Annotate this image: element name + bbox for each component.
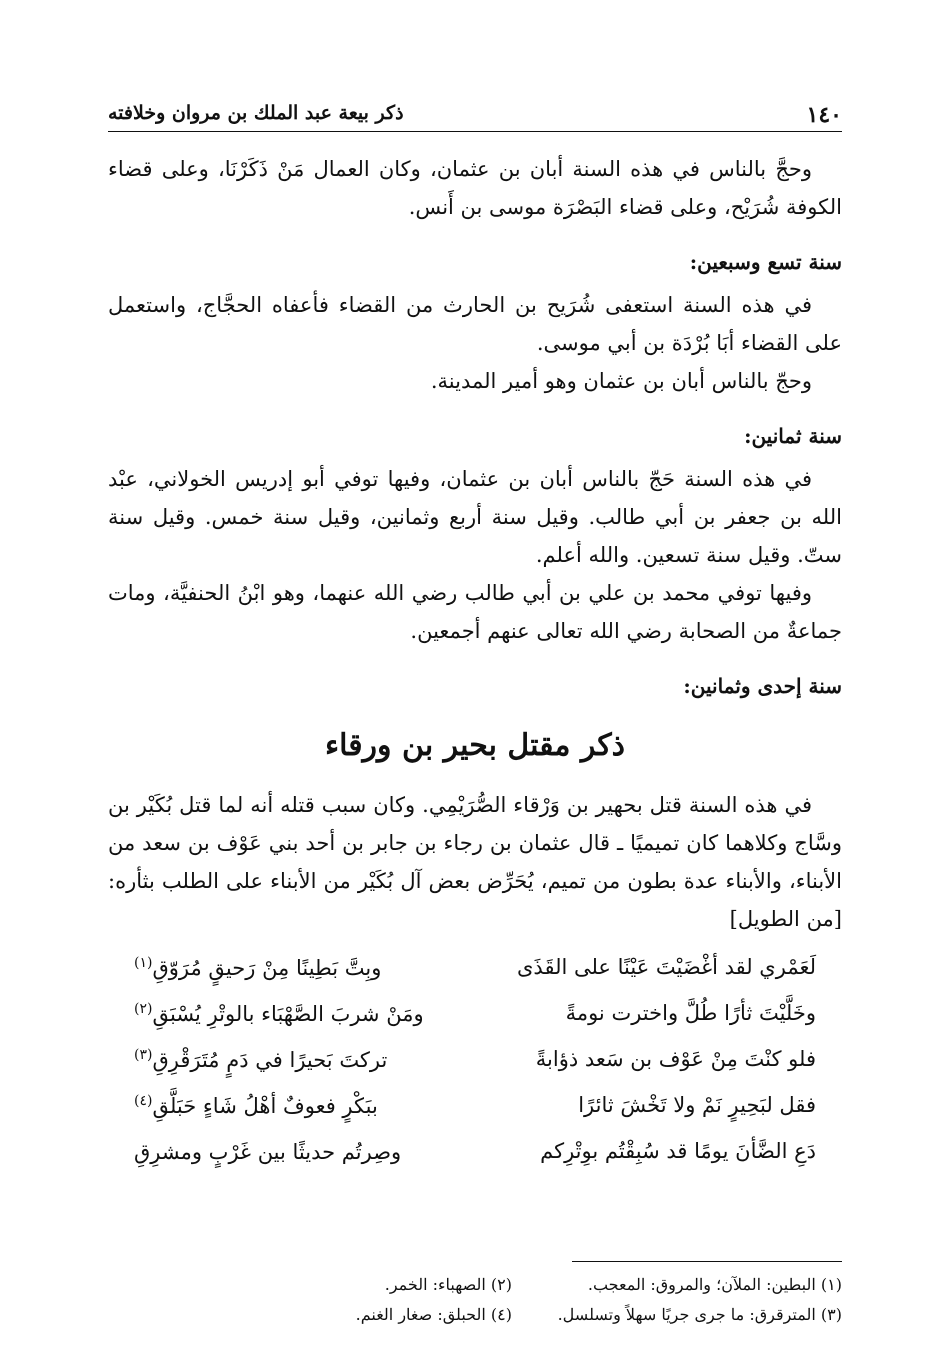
verse-second-text: تركتَ بَحيرًا في دَمٍ مُتَرَقْرِقِ [152, 1047, 388, 1072]
paragraph-year-80-b: وفيها توفي محمد بن علي بن أبي طالب رضي الله عنهما، وهو ابْنُ الحنفيَّة، ومات جماعةٌ من الصحابة رضي الله تعالى عنهم أجمعين. [108, 581, 842, 643]
verse-second-hemistich [108, 955, 464, 980]
poem-verse [108, 944, 842, 990]
verse-second-text: ببَكْرٍ فعوفٌ أهْلُ شَاءٍ حَبَلَّقِ [152, 1093, 378, 1118]
paragraph-year-80-a: في هذه السنة حَجّ بالناس أبان بن عثمان، وفيها توفي أبو إدريس الخولاني، عبْد الله بن جعفر بن أبي طالب. وقيل سنة أربع وثمانين، وقيل سنة خمس. وقيل سنة ستّ. وقيل سنة تسعين. والله أعلم. [108, 467, 842, 567]
main-text [108, 150, 842, 1174]
verse-second-hemistich [108, 1047, 464, 1072]
page-number: ١٤٠ [806, 102, 842, 128]
heading-year-79: سنة تسع وسبعين: [689, 250, 842, 274]
footnote-ref: (١) [134, 954, 153, 971]
paragraph-hajj-78: وحجَّ بالناس في هذه السنة أبان بن عثمان، وكان العمال مَنْ ذَكَرْنَا، وعلى قضاء الكوفة شُرَيْح، وعلى قضاء البَصْرَة موسى بن أَنس. [108, 157, 842, 219]
running-title: ذكر بيعة عبد الملك بن مروان وخلافته [108, 102, 404, 124]
heading-year-80: سنة ثمانين: [744, 424, 842, 448]
paragraph-year-79-b: وحجّ بالناس أبان بن عثمان وهو أمير المدينة. [430, 369, 812, 393]
footnote-ref: (٣) [134, 1046, 153, 1063]
verse-first-hemistich: فلو كنْتَ مِنْ عَوْف بن سَعد ذؤابةً [535, 1047, 816, 1071]
verse-first-hemistich: فقل لبَحِيرٍ نَمْ ولا تَخْشَ ثائرًا [578, 1093, 816, 1117]
header-rule [108, 131, 842, 132]
verse-second-hemistich [108, 1001, 464, 1026]
verse-second-text: وصِرتُم حديثًا بين غَرْبٍ ومشرِقِ [134, 1139, 402, 1164]
paragraph-bahir-intro: في هذه السنة قتل بحهير بن وَرْقاء الصُّرَيْمِي. وكان سبب قتله أنه لما قتل بُكَيْر بن وسَّاج وكلاهما كان تميميًا ـ قال عثمان بن رجاء بن جابر بن أحد بني عَوْف بن سعد من الأبناء، والأبناء عدة بطون من تميم، يُحَرِّض بعض آل بُكَيْر من الأبناء على الطلب بثأره: [من الطويل] [108, 793, 842, 931]
footnote-row [108, 1300, 842, 1330]
poem-verse [108, 990, 842, 1036]
footnote-row [108, 1270, 842, 1300]
verse-second-hemistich [108, 1093, 464, 1118]
poem-verse [108, 1128, 842, 1174]
poem-verse [108, 1036, 842, 1082]
heading-year-81: سنة إحدى وثمانين: [683, 674, 842, 698]
verse-first-hemistich: وخَلَّيْتَ ثأرًا طُلَّ واخترت نومةً [565, 1001, 816, 1025]
poem [108, 944, 842, 1174]
footnote-2: (٢) الصهباء: الخمر. [384, 1275, 512, 1294]
verse-second-hemistich [108, 1139, 464, 1164]
verse-second-text: ومَنْ شربَ الصَّهْبَاء بالوتْرِ يُسْبَقِ [152, 1001, 424, 1026]
paragraph-year-79-a: في هذه السنة استعفى شُرَيح بن الحارث من القضاء فأعفاه الحجَّاج، واستعمل على القضاء أبَا بُرْدَة بن أبي موسى. [108, 293, 842, 355]
footnote-4: (٤) الحبلق: صغار الغنم. [355, 1305, 512, 1324]
page-header [108, 96, 842, 132]
verse-first-hemistich: دَعِ الضَّأنَ يومًا قد سُبِقْتُم بوِتْرِكم [540, 1139, 816, 1163]
chapter-title: ذكر مقتل بحير بن ورقاء [324, 728, 626, 763]
footnote-3: (٣) المترقرق: ما جرى جريًا سهلاً وتسلسل. [557, 1305, 842, 1324]
footnotes [108, 1270, 842, 1330]
footnote-ref: (٢) [134, 1000, 153, 1017]
footnote-ref: (٤) [134, 1092, 153, 1109]
verse-second-text: وبِتَّ بَطِينًا مِنْ رَحيقٍ مُرَوّقِ [152, 955, 382, 980]
verse-first-hemistich: لَعَمْري لقد أغْضَيْتَ عَيْنًا على القَذَى [516, 955, 816, 979]
footnote-separator [572, 1261, 842, 1262]
poem-verse [108, 1082, 842, 1128]
footnote-1: (١) البطين: الملآن؛ والمروق: المعجب. [587, 1275, 842, 1294]
